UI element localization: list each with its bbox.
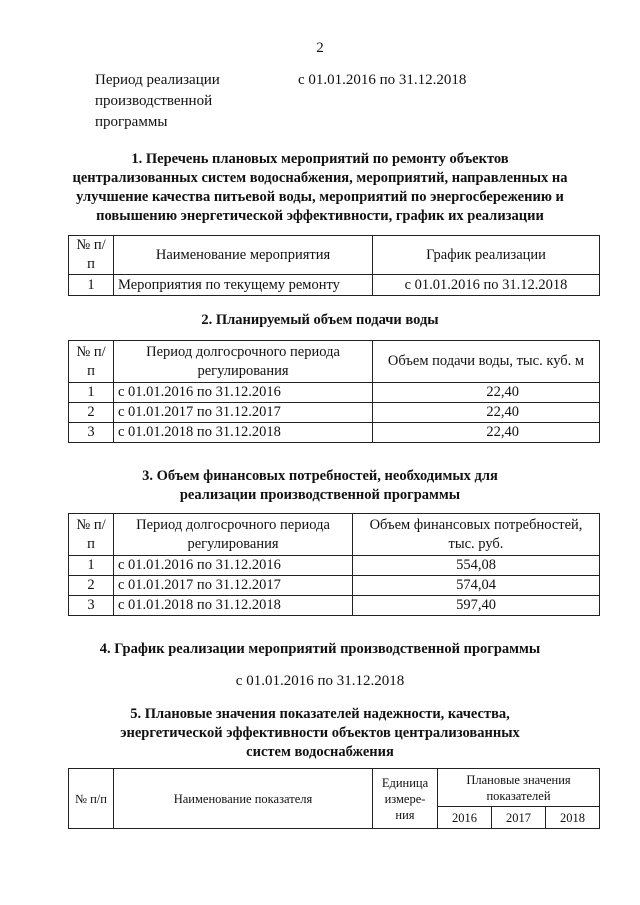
header-year: 2017 — [492, 807, 546, 829]
header-indicator-name: Наименование показателя — [114, 769, 373, 829]
cell-num: 1 — [69, 556, 114, 576]
cell-num: 2 — [69, 576, 114, 596]
section2-table — [68, 340, 600, 443]
page-number: 2 — [316, 40, 324, 56]
heading-line: централизованных систем водоснабжения, мероприятий, направленных на — [72, 170, 568, 186]
header-period: Период долгосрочного периода регулирования — [114, 341, 373, 383]
section5-heading — [40, 705, 600, 762]
cell-finance: 554,08 — [353, 556, 600, 576]
header-name: Наименование мероприятия — [114, 236, 373, 275]
section4-period: с 01.01.2016 по 31.12.2018 — [235, 673, 405, 689]
table-row — [69, 576, 600, 596]
section1-table — [68, 235, 600, 296]
cell-volume: 22,40 — [373, 383, 600, 403]
cell-volume: 22,40 — [373, 423, 600, 443]
table-row — [69, 596, 600, 616]
period-label — [95, 70, 245, 133]
cell-finance: 597,40 — [353, 596, 600, 616]
heading-line: повышению энергетической эффективности, график их реализации — [96, 208, 544, 224]
cell-period: с 01.01.2018 по 31.12.2018 — [114, 423, 373, 443]
header-num: № п/п — [69, 236, 114, 275]
heading-line: 1. Перечень плановых мероприятий по ремонту объектов — [131, 151, 509, 167]
cell-num: 1 — [69, 275, 114, 296]
table-row — [69, 423, 600, 443]
cell-num: 1 — [69, 383, 114, 403]
header-year: 2018 — [546, 807, 600, 829]
cell-num: 3 — [69, 423, 114, 443]
header-year: 2016 — [438, 807, 492, 829]
header-schedule: График реализации — [373, 236, 600, 275]
cell-num: 2 — [69, 403, 114, 423]
section5-table — [68, 768, 600, 829]
section1-heading — [40, 150, 600, 226]
header-finance: Объем финансовых потребностей, тыс. руб. — [353, 514, 600, 556]
period-label-line: программы — [95, 114, 168, 130]
header-planned-values: Плановые значения показателей — [438, 769, 600, 807]
cell-name: Мероприятия по текущему ремонту — [114, 275, 373, 296]
heading-line: 3. Объем финансовых потребностей, необходимых для — [142, 468, 498, 484]
section3-table — [68, 513, 600, 616]
cell-period: с 01.01.2017 по 31.12.2017 — [114, 576, 353, 596]
table-row — [69, 383, 600, 403]
heading-line: энергетической эффективности объектов централизованных — [120, 725, 520, 741]
cell-period: с 01.01.2017 по 31.12.2017 — [114, 403, 373, 423]
section4-heading: 4. График реализации мероприятий производственной программы — [99, 641, 541, 657]
section2-heading: 2. Планируемый объем подачи воды — [201, 312, 439, 328]
header-num: № п/п — [69, 769, 114, 829]
cell-schedule: с 01.01.2016 по 31.12.2018 — [373, 275, 600, 296]
header-num: № п/п — [69, 514, 114, 556]
cell-period: с 01.01.2018 по 31.12.2018 — [114, 596, 353, 616]
cell-volume: 22,40 — [373, 403, 600, 423]
header-period: Период долгосрочного периода регулирования — [114, 514, 353, 556]
period-value: с 01.01.2016 по 31.12.2018 — [298, 72, 467, 88]
table-row — [69, 403, 600, 423]
heading-line: 5. Плановые значения показателей надежности, качества, — [130, 706, 510, 722]
cell-num: 3 — [69, 596, 114, 616]
period-label-line: производственной — [95, 93, 213, 109]
cell-finance: 574,04 — [353, 576, 600, 596]
header-num: № п/п — [69, 341, 114, 383]
heading-line: систем водоснабжения — [246, 744, 394, 760]
header-volume: Объем подачи воды, тыс. куб. м — [373, 341, 600, 383]
heading-line: улучшение качества питьевой воды, мероприятий по энергосбережению и — [76, 189, 564, 205]
cell-period: с 01.01.2016 по 31.12.2016 — [114, 556, 353, 576]
cell-period: с 01.01.2016 по 31.12.2016 — [114, 383, 373, 403]
section3-heading — [40, 467, 600, 505]
period-label-line: Период реализации — [95, 72, 220, 88]
table-row — [69, 556, 600, 576]
header-unit: Единица измере- ния — [373, 769, 438, 829]
table-row — [69, 275, 600, 296]
heading-line: реализации производственной программы — [179, 487, 461, 503]
